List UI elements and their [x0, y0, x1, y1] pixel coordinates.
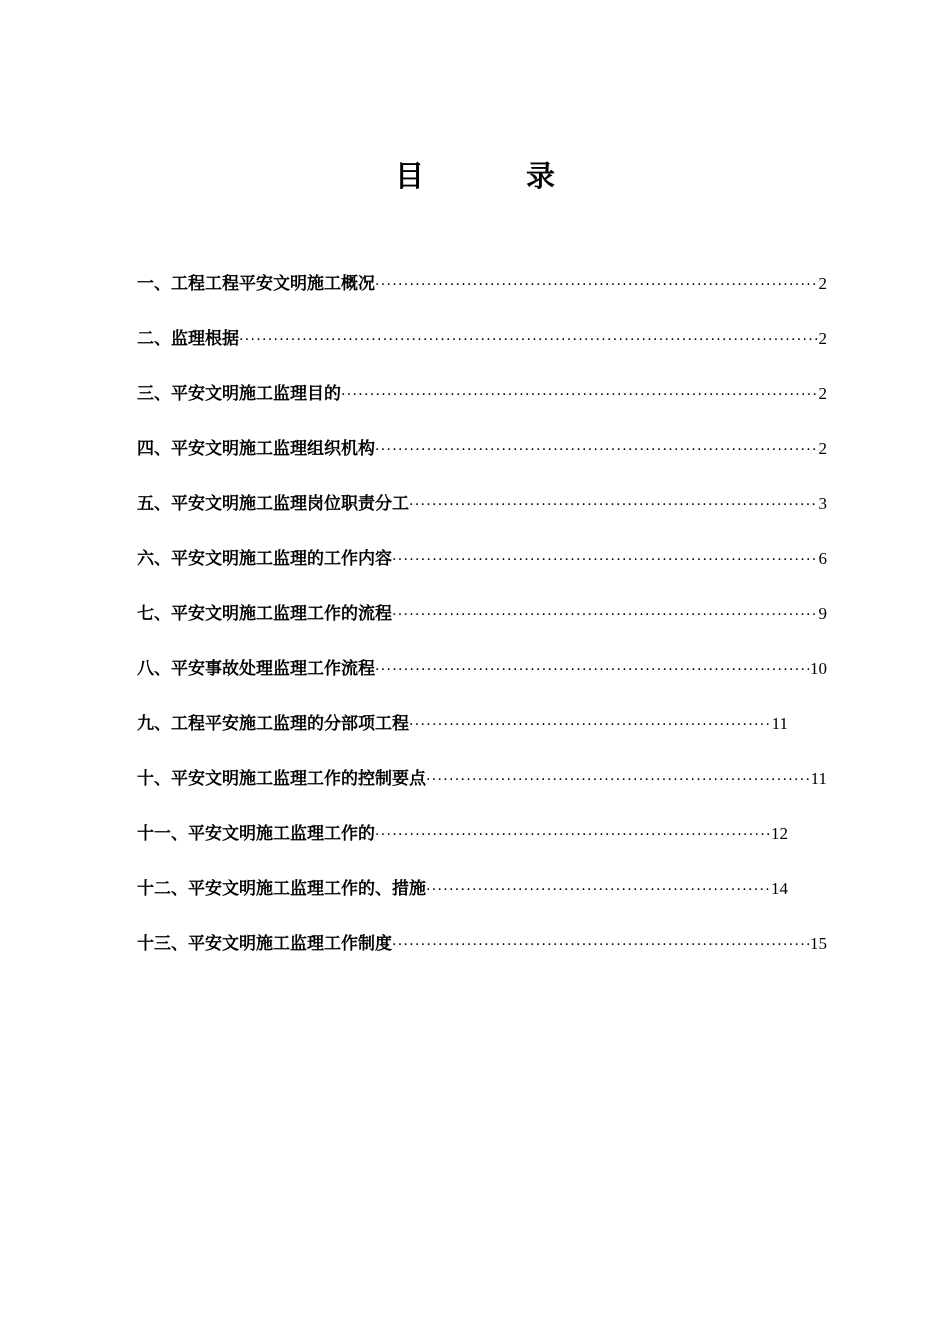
- toc-entry[interactable]: [137, 435, 827, 490]
- toc-page-number: 15: [810, 934, 827, 953]
- toc-entry-label: 五、平安文明施工监理岗位职责分工: [137, 494, 409, 514]
- toc-dot-leader: [341, 381, 818, 409]
- toc-entry-label: 一、工程工程平安文明施工概况: [137, 274, 375, 294]
- toc-entry[interactable]: [137, 930, 827, 985]
- toc-dot-leader: [392, 931, 809, 959]
- toc-entry-label: 八、平安事故处理监理工作流程: [137, 659, 375, 679]
- toc-page-number: 2: [818, 384, 827, 403]
- toc-page-number: 11: [771, 714, 788, 733]
- toc-entry-label: 二、监理根据: [137, 329, 239, 349]
- toc-entry-label: 三、平安文明施工监理目的: [137, 384, 341, 404]
- toc-dot-leader: [409, 491, 818, 519]
- toc-dot-leader: [426, 876, 770, 904]
- toc-dot-leader: [409, 711, 771, 739]
- toc-entry[interactable]: [137, 490, 827, 545]
- toc-entry[interactable]: [137, 600, 827, 655]
- toc-entry[interactable]: [137, 655, 827, 710]
- toc-entry-label: 七、平安文明施工监理工作的流程: [137, 604, 392, 624]
- toc-title: 目 录: [394, 159, 602, 193]
- toc-entry[interactable]: [137, 545, 827, 600]
- toc-entry[interactable]: [137, 270, 827, 325]
- toc-page-number: 10: [810, 659, 827, 678]
- toc-entry[interactable]: [137, 710, 788, 765]
- toc-entry-label: 四、平安文明施工监理组织机构: [137, 439, 375, 459]
- toc-entry-label: 十二、平安文明施工监理工作的、措施: [137, 879, 426, 899]
- toc-entry-label: 十一、平安文明施工监理工作的: [137, 824, 375, 844]
- toc-page-number: 6: [818, 549, 827, 568]
- toc-entry[interactable]: [137, 380, 827, 435]
- toc-dot-leader: [392, 601, 818, 629]
- toc-entry[interactable]: [137, 765, 827, 820]
- toc-page-number: 9: [818, 604, 827, 623]
- toc-entry-label: 六、平安文明施工监理的工作内容: [137, 549, 392, 569]
- toc-page-number: 2: [818, 439, 827, 458]
- toc-entry[interactable]: [137, 325, 827, 380]
- toc-dot-leader: [375, 436, 818, 464]
- toc-entry-label: 十三、平安文明施工监理工作制度: [137, 934, 392, 954]
- toc-dot-leader: [426, 766, 810, 794]
- toc-dot-leader: [375, 821, 770, 849]
- toc-dot-leader: [392, 546, 818, 574]
- toc-page-number: 3: [818, 494, 827, 513]
- toc-page-number: 2: [818, 274, 827, 293]
- toc-page-number: 12: [771, 824, 788, 843]
- toc-entry-label: 十、平安文明施工监理工作的控制要点: [137, 769, 426, 789]
- toc-page-number: 11: [810, 769, 827, 788]
- toc-dot-leader: [375, 271, 818, 299]
- toc-page-number: 14: [771, 879, 788, 898]
- toc-dot-leader: [375, 656, 809, 684]
- toc-entry-label: 九、工程平安施工监理的分部项工程: [137, 714, 409, 734]
- toc-dot-leader: [239, 326, 818, 354]
- toc-page-number: 2: [818, 329, 827, 348]
- toc-list: [137, 270, 837, 985]
- toc-entry[interactable]: [137, 820, 788, 875]
- toc-entry[interactable]: [137, 875, 788, 930]
